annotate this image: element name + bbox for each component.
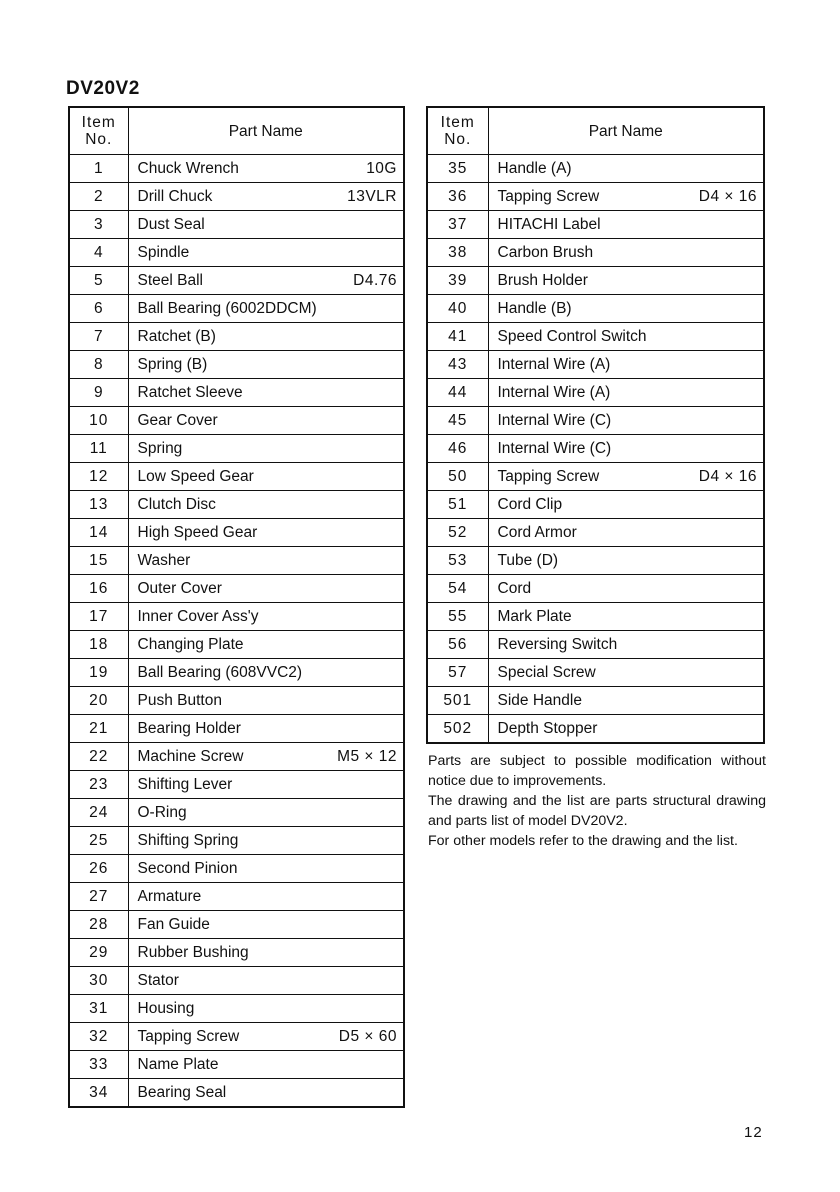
item-number: 4 <box>69 239 128 267</box>
part-cell <box>128 267 404 295</box>
table-row <box>427 435 764 463</box>
part-name: Spindle <box>137 244 190 261</box>
item-number: 30 <box>69 967 128 995</box>
item-number: 36 <box>427 183 488 211</box>
item-number: 7 <box>69 323 128 351</box>
part-cell <box>128 771 404 799</box>
part-cell <box>488 659 764 687</box>
item-number: 50 <box>427 463 488 491</box>
part-name: Steel Ball <box>137 272 203 289</box>
table-row <box>427 631 764 659</box>
item-number: 501 <box>427 687 488 715</box>
table-row <box>427 715 764 744</box>
part-cell <box>128 855 404 883</box>
table-row <box>69 939 404 967</box>
part-cell <box>128 435 404 463</box>
item-number: 39 <box>427 267 488 295</box>
part-cell <box>128 799 404 827</box>
part-cell <box>488 491 764 519</box>
part-cell <box>488 687 764 715</box>
part-spec: M5 × 12 <box>337 748 397 765</box>
part-cell <box>488 267 764 295</box>
item-number: 45 <box>427 407 488 435</box>
table-row <box>69 155 404 183</box>
item-number: 12 <box>69 463 128 491</box>
table-header <box>69 107 404 155</box>
part-cell <box>128 967 404 995</box>
table-row <box>69 883 404 911</box>
model-title: DV20V2 <box>66 78 140 99</box>
item-number: 37 <box>427 211 488 239</box>
part-cell <box>128 827 404 855</box>
part-name: Gear Cover <box>137 412 218 429</box>
part-name: Tapping Screw <box>497 188 600 205</box>
item-number: 57 <box>427 659 488 687</box>
part-cell <box>488 575 764 603</box>
part-cell <box>128 911 404 939</box>
table-row <box>427 407 764 435</box>
part-name: O-Ring <box>137 804 187 821</box>
item-number: 29 <box>69 939 128 967</box>
item-number: 44 <box>427 379 488 407</box>
item-number: 1 <box>69 155 128 183</box>
item-number: 56 <box>427 631 488 659</box>
part-cell <box>128 1051 404 1079</box>
part-cell <box>488 351 764 379</box>
item-number: 10 <box>69 407 128 435</box>
part-cell <box>488 239 764 267</box>
part-cell <box>488 603 764 631</box>
item-number: 6 <box>69 295 128 323</box>
table-row <box>69 295 404 323</box>
part-name: Push Button <box>137 692 222 709</box>
part-cell <box>128 295 404 323</box>
part-name: Dust Seal <box>137 216 205 233</box>
item-number: 43 <box>427 351 488 379</box>
part-name-header: Part Name <box>488 107 764 155</box>
part-name: Cord Clip <box>497 496 563 513</box>
part-name: Chuck Wrench <box>137 160 239 177</box>
table-row <box>427 155 764 183</box>
item-number: 25 <box>69 827 128 855</box>
item-number: 34 <box>69 1079 128 1108</box>
part-spec: D5 × 60 <box>338 1028 397 1045</box>
table-row <box>427 491 764 519</box>
item-number: 26 <box>69 855 128 883</box>
item-number: 53 <box>427 547 488 575</box>
part-name: Washer <box>137 552 191 569</box>
table-row <box>69 323 404 351</box>
item-number: 55 <box>427 603 488 631</box>
part-cell <box>128 631 404 659</box>
part-spec: 10G <box>366 160 397 177</box>
part-spec: 13VLR <box>347 188 397 205</box>
table-row <box>69 463 404 491</box>
table-row <box>69 1023 404 1051</box>
table-row <box>427 351 764 379</box>
table-row <box>69 659 404 687</box>
part-name: Ratchet Sleeve <box>137 384 243 401</box>
item-number: 40 <box>427 295 488 323</box>
part-name: Ratchet (B) <box>137 328 216 345</box>
part-cell <box>488 155 764 183</box>
part-name: Brush Holder <box>497 272 588 289</box>
part-cell <box>128 491 404 519</box>
item-number: 2 <box>69 183 128 211</box>
part-name: Second Pinion <box>137 860 238 877</box>
item-number: 13 <box>69 491 128 519</box>
part-name: Clutch Disc <box>137 496 216 513</box>
part-cell <box>128 407 404 435</box>
part-cell <box>128 743 404 771</box>
part-name: Spring <box>137 440 183 457</box>
table-row <box>427 211 764 239</box>
part-name: Armature <box>137 888 202 905</box>
part-cell <box>128 155 404 183</box>
part-name: Internal Wire (A) <box>497 356 611 373</box>
item-no-header: Item No. <box>69 107 128 155</box>
part-name: Internal Wire (C) <box>497 440 612 457</box>
part-name: Side Handle <box>497 692 582 709</box>
part-name: Tapping Screw <box>497 468 600 485</box>
part-name: Inner Cover Ass'y <box>137 608 259 625</box>
item-number: 51 <box>427 491 488 519</box>
item-number: 21 <box>69 715 128 743</box>
part-cell <box>128 323 404 351</box>
table-row <box>69 715 404 743</box>
item-number: 8 <box>69 351 128 379</box>
part-name: Handle (A) <box>497 160 572 177</box>
table-row <box>69 631 404 659</box>
table-row <box>69 351 404 379</box>
part-cell <box>128 603 404 631</box>
part-cell <box>488 715 764 744</box>
part-cell <box>488 631 764 659</box>
part-name: Fan Guide <box>137 916 210 933</box>
item-number: 14 <box>69 519 128 547</box>
table-row <box>427 267 764 295</box>
part-cell <box>128 939 404 967</box>
table-row <box>69 267 404 295</box>
item-number: 3 <box>69 211 128 239</box>
table-header <box>427 107 764 155</box>
part-cell <box>128 883 404 911</box>
part-spec: D4 × 16 <box>698 468 757 485</box>
part-name: Internal Wire (A) <box>497 384 611 401</box>
part-cell <box>128 379 404 407</box>
part-cell <box>128 659 404 687</box>
table-row <box>69 827 404 855</box>
item-number: 35 <box>427 155 488 183</box>
part-name: Spring (B) <box>137 356 208 373</box>
table-row <box>427 323 764 351</box>
table-row <box>427 547 764 575</box>
table-row <box>69 687 404 715</box>
part-name: Bearing Holder <box>137 720 241 737</box>
part-cell <box>488 435 764 463</box>
part-cell <box>128 1023 404 1051</box>
item-number: 24 <box>69 799 128 827</box>
part-name: Handle (B) <box>497 300 572 317</box>
item-number: 32 <box>69 1023 128 1051</box>
part-cell <box>128 995 404 1023</box>
page-number: 12 <box>744 1124 763 1141</box>
item-number: 52 <box>427 519 488 547</box>
table-row <box>69 407 404 435</box>
part-cell <box>128 463 404 491</box>
part-name: High Speed Gear <box>137 524 258 541</box>
item-number: 16 <box>69 575 128 603</box>
item-number: 17 <box>69 603 128 631</box>
item-number: 502 <box>427 715 488 744</box>
item-number: 54 <box>427 575 488 603</box>
part-name: Changing Plate <box>137 636 244 653</box>
part-cell <box>128 547 404 575</box>
item-number: 18 <box>69 631 128 659</box>
table-row <box>427 603 764 631</box>
item-number: 20 <box>69 687 128 715</box>
table-row <box>427 463 764 491</box>
part-name: Carbon Brush <box>497 244 594 261</box>
part-name: Low Speed Gear <box>137 468 254 485</box>
table-row <box>69 183 404 211</box>
part-cell <box>488 211 764 239</box>
table-row <box>427 239 764 267</box>
item-number: 23 <box>69 771 128 799</box>
part-cell <box>488 323 764 351</box>
part-spec: D4 × 16 <box>698 188 757 205</box>
part-name: Depth Stopper <box>497 720 598 737</box>
part-name-header: Part Name <box>128 107 404 155</box>
note-text: The drawing and the list are parts structural drawing and parts list of model DV20V2. <box>428 793 766 829</box>
table-row <box>69 575 404 603</box>
part-name: Ball Bearing (6002DDCM) <box>137 300 317 317</box>
note-text: Parts are subject to possible modification without notice due to improvements. <box>428 753 766 789</box>
item-number: 46 <box>427 435 488 463</box>
table-row <box>69 519 404 547</box>
part-name: Outer Cover <box>137 580 222 597</box>
table-row <box>69 799 404 827</box>
table-row <box>69 855 404 883</box>
part-name: Stator <box>137 972 179 989</box>
table-row <box>69 1079 404 1108</box>
part-name: Rubber Bushing <box>137 944 249 961</box>
part-cell <box>128 519 404 547</box>
part-cell <box>488 295 764 323</box>
part-name: Tapping Screw <box>137 1028 240 1045</box>
table-row <box>69 771 404 799</box>
item-number: 11 <box>69 435 128 463</box>
part-cell <box>488 547 764 575</box>
table-row <box>427 183 764 211</box>
table-row <box>69 547 404 575</box>
part-cell <box>128 211 404 239</box>
item-number: 28 <box>69 911 128 939</box>
part-cell <box>128 715 404 743</box>
part-name: HITACHI Label <box>497 216 601 233</box>
part-cell <box>128 239 404 267</box>
table-row <box>427 659 764 687</box>
item-number: 15 <box>69 547 128 575</box>
table-row <box>69 911 404 939</box>
table-row <box>69 435 404 463</box>
item-no-header: Item No. <box>427 107 488 155</box>
table-row <box>69 239 404 267</box>
item-number: 9 <box>69 379 128 407</box>
part-cell <box>488 519 764 547</box>
item-number: 5 <box>69 267 128 295</box>
note-text: For other models refer to the drawing and the list. <box>428 833 738 849</box>
part-name: Mark Plate <box>497 608 572 625</box>
part-name: Tube (D) <box>497 552 559 569</box>
part-name: Reversing Switch <box>497 636 618 653</box>
table-row <box>69 603 404 631</box>
part-cell <box>488 379 764 407</box>
part-name: Drill Chuck <box>137 188 213 205</box>
table-row <box>427 687 764 715</box>
part-name: Ball Bearing (608VVC2) <box>137 664 303 681</box>
table-row <box>427 575 764 603</box>
table-row <box>69 1051 404 1079</box>
part-name: Cord <box>497 580 532 597</box>
item-number: 31 <box>69 995 128 1023</box>
part-name: Shifting Spring <box>137 832 239 849</box>
part-name: Housing <box>137 1000 195 1017</box>
item-number: 22 <box>69 743 128 771</box>
parts-table-right <box>426 106 765 744</box>
item-number: 33 <box>69 1051 128 1079</box>
part-cell <box>488 183 764 211</box>
table-row <box>427 295 764 323</box>
table-row <box>69 491 404 519</box>
table-row <box>427 519 764 547</box>
parts-table-left <box>68 106 405 1108</box>
table-row <box>69 379 404 407</box>
item-number: 27 <box>69 883 128 911</box>
part-name: Special Screw <box>497 664 596 681</box>
part-name: Cord Armor <box>497 524 577 541</box>
part-name: Name Plate <box>137 1056 219 1073</box>
table-row <box>69 743 404 771</box>
table-row <box>69 995 404 1023</box>
item-number: 41 <box>427 323 488 351</box>
item-number: 38 <box>427 239 488 267</box>
part-name: Machine Screw <box>137 748 244 765</box>
part-name: Speed Control Switch <box>497 328 647 345</box>
part-name: Bearing Seal <box>137 1084 227 1101</box>
table-row <box>69 211 404 239</box>
part-cell <box>488 407 764 435</box>
notes-block <box>428 751 766 851</box>
part-name: Internal Wire (C) <box>497 412 612 429</box>
part-cell <box>128 183 404 211</box>
item-number: 19 <box>69 659 128 687</box>
table-row <box>69 967 404 995</box>
part-cell <box>488 463 764 491</box>
part-cell <box>128 687 404 715</box>
table-row <box>427 379 764 407</box>
part-cell <box>128 1079 404 1108</box>
part-name: Shifting Lever <box>137 776 233 793</box>
part-cell <box>128 575 404 603</box>
part-spec: D4.76 <box>353 272 397 289</box>
part-cell <box>128 351 404 379</box>
